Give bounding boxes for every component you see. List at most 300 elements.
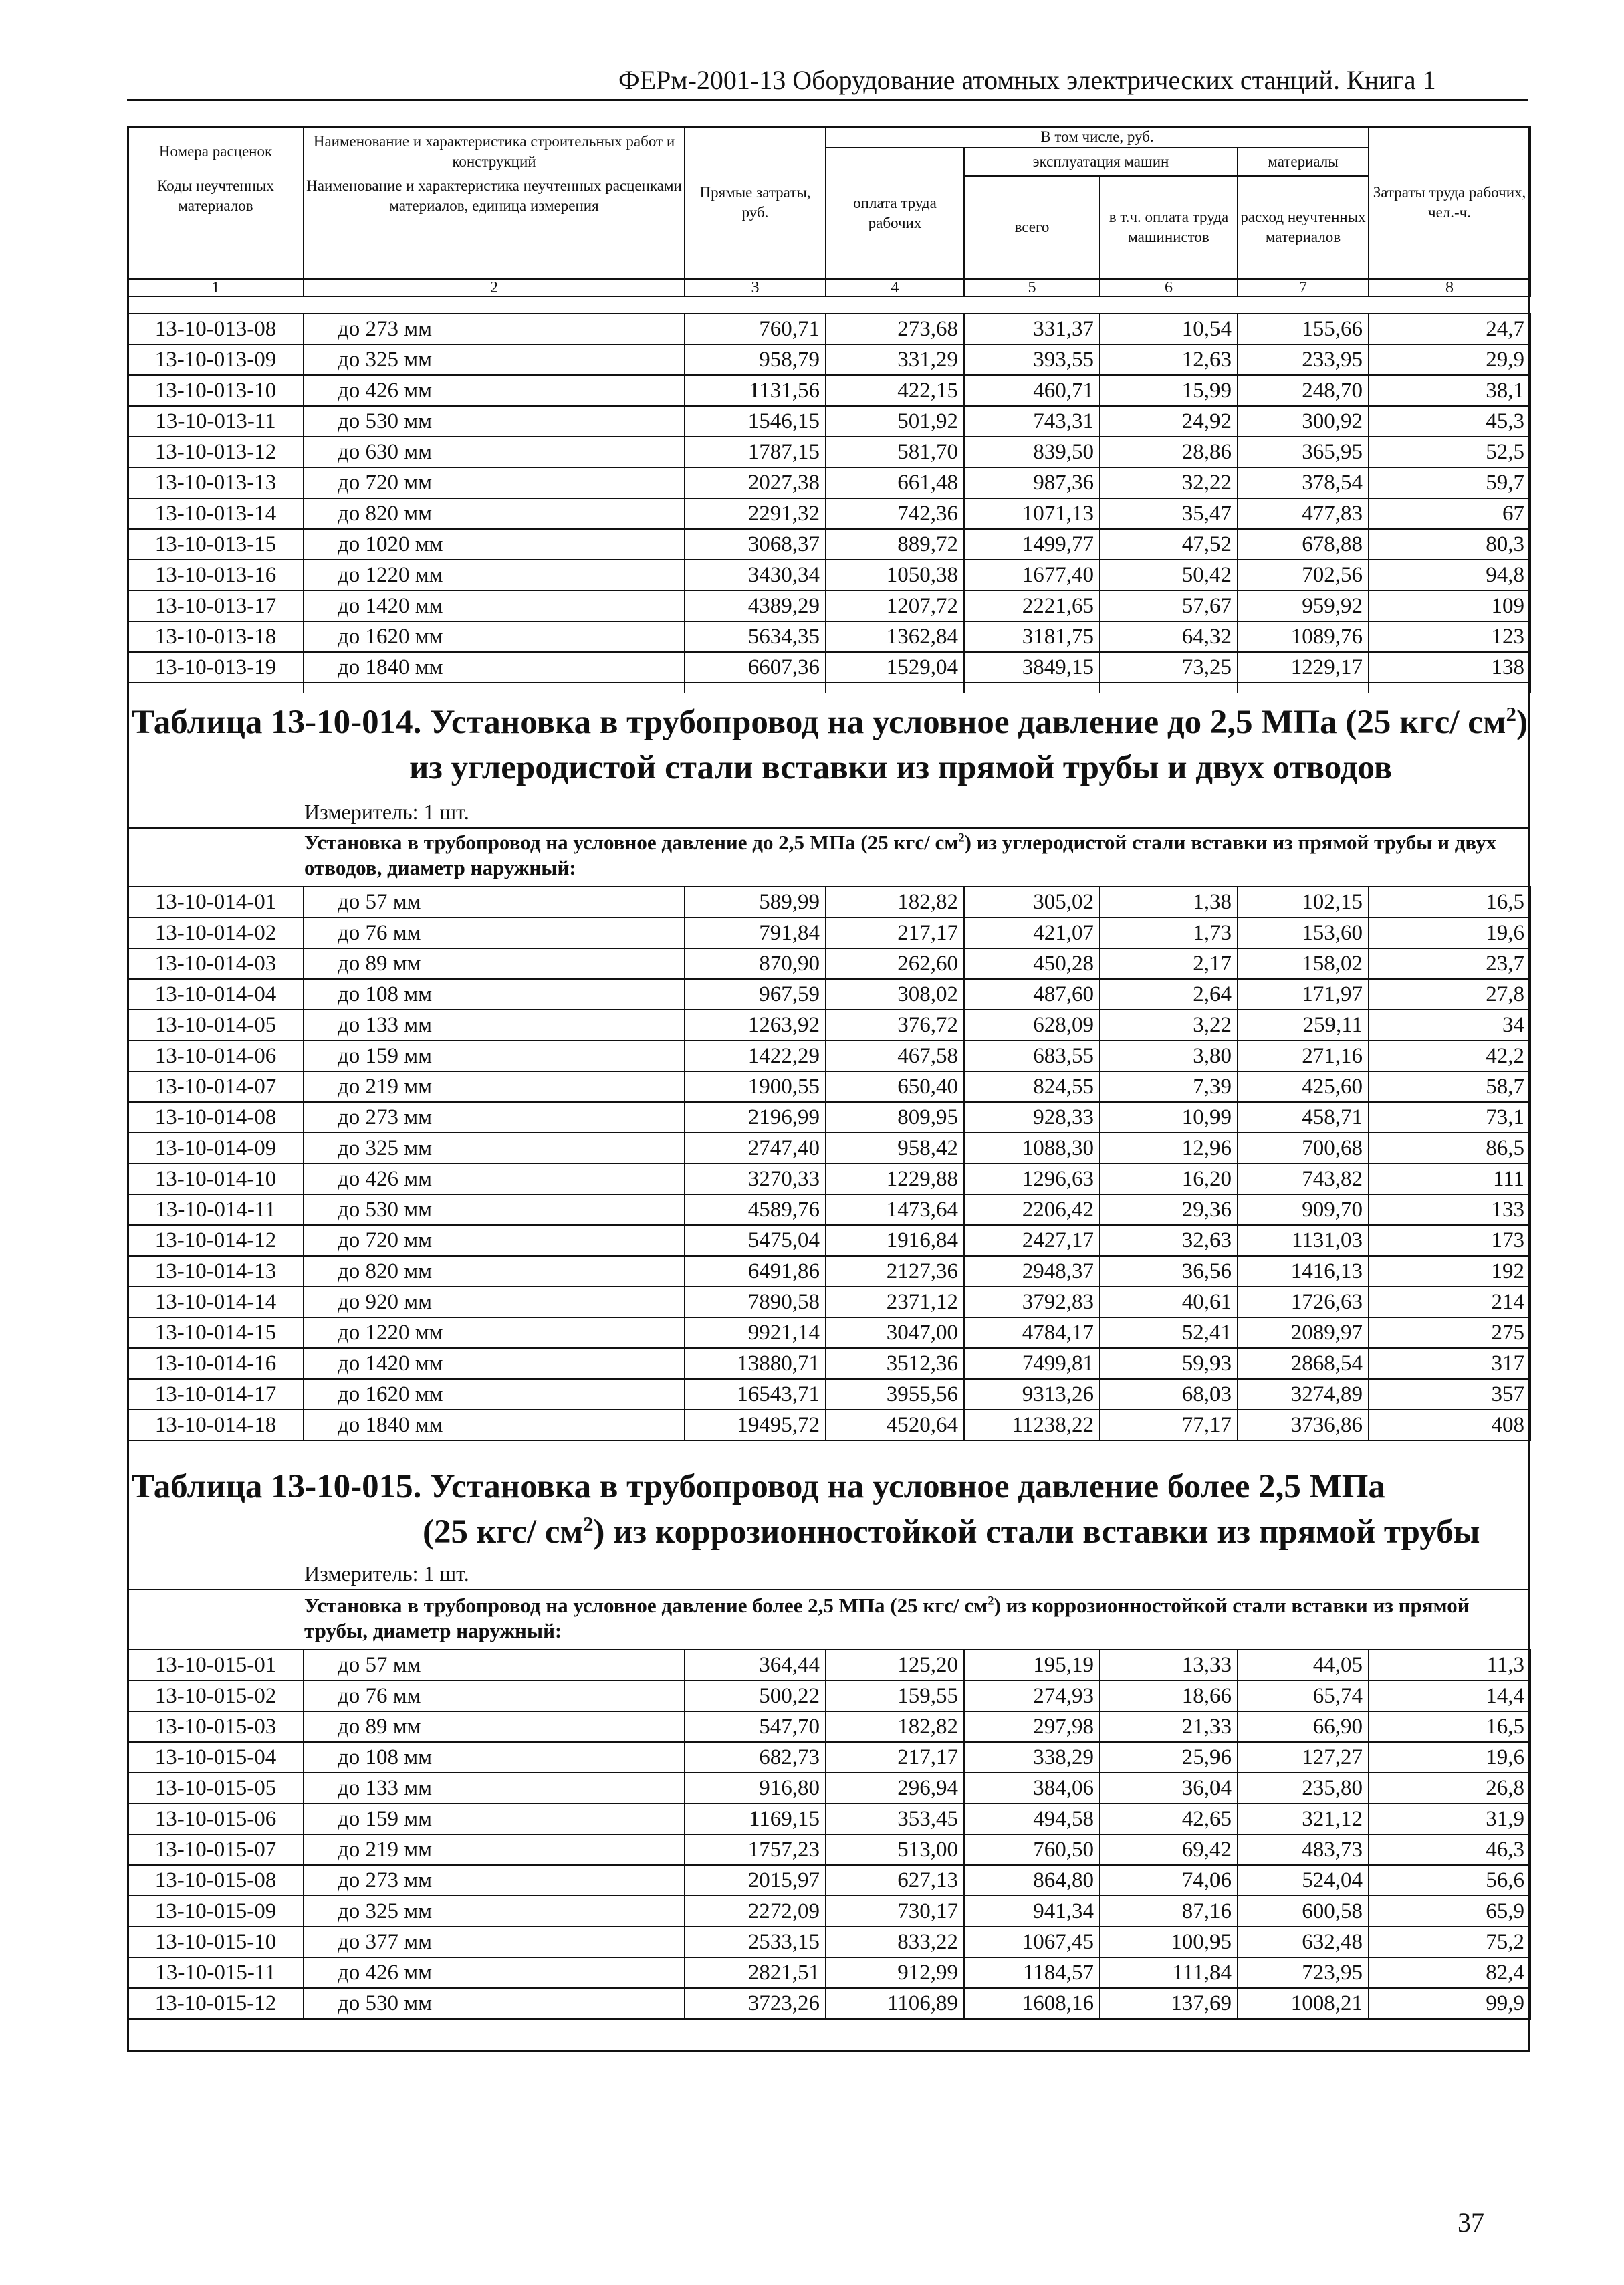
cell-machines-total: 1088,30 xyxy=(964,1133,1100,1164)
cell-name: до 108 мм xyxy=(304,979,685,1010)
cell-operator-pay: 87,16 xyxy=(1100,1896,1238,1927)
table-15-sub-rule xyxy=(127,1589,1530,1590)
cell-labor-hours: 65,9 xyxy=(1369,1896,1530,1927)
cell-worker-pay: 581,70 xyxy=(826,437,964,467)
cell-labor-hours: 58,7 xyxy=(1369,1071,1530,1102)
spacer-cell xyxy=(1238,683,1369,693)
cell-machines-total: 494,58 xyxy=(964,1804,1100,1834)
cell-name: до 159 мм xyxy=(304,1804,685,1834)
cell-name: до 219 мм xyxy=(304,1071,685,1102)
cell-labor-hours: 56,6 xyxy=(1369,1865,1530,1896)
cell-labor-hours: 24,7 xyxy=(1369,314,1530,344)
header-num-3: 3 xyxy=(685,279,826,296)
cell-machines-total: 2221,65 xyxy=(964,590,1100,621)
cell-operator-pay: 32,63 xyxy=(1100,1225,1238,1256)
cell-direct-costs: 16543,71 xyxy=(685,1379,826,1410)
cell-labor-hours: 111 xyxy=(1369,1164,1530,1194)
table-row xyxy=(128,621,1530,652)
table-row xyxy=(128,1102,1530,1133)
cell-material-consumption: 700,68 xyxy=(1238,1133,1369,1164)
page-number: 37 xyxy=(1458,2207,1484,2238)
cell-code: 13-10-013-08 xyxy=(128,314,304,344)
cell-material-consumption: 1131,03 xyxy=(1238,1225,1369,1256)
cell-machines-total: 460,71 xyxy=(964,375,1100,406)
cell-code: 13-10-015-08 xyxy=(128,1865,304,1896)
table-row xyxy=(128,1256,1530,1287)
cell-worker-pay: 3955,56 xyxy=(826,1379,964,1410)
cell-material-consumption: 524,04 xyxy=(1238,1865,1369,1896)
header-codes-top: Номера расценок xyxy=(128,126,304,176)
table-14-subheading: Установка в трубопровод на условное давление до 2,5 МПа (25 кгс/ $см^2$) из углеродистой стали вставки из прямой трубы и двух отводов, диаметр наружный: xyxy=(304,831,1497,879)
spacer-cell xyxy=(304,683,685,693)
cell-code: 13-10-013-10 xyxy=(128,375,304,406)
cell-labor-hours: 16,5 xyxy=(1369,887,1530,917)
cell-worker-pay: 958,42 xyxy=(826,1133,964,1164)
cell-name: до 1020 мм xyxy=(304,529,685,560)
table-row xyxy=(128,1927,1530,1957)
cell-worker-pay: 3512,36 xyxy=(826,1348,964,1379)
cell-direct-costs: 5634,35 xyxy=(685,621,826,652)
cell-name: до 630 мм xyxy=(304,437,685,467)
cell-machines-total: 628,09 xyxy=(964,1010,1100,1041)
table-row xyxy=(128,1071,1530,1102)
cell-name: до 426 мм xyxy=(304,1164,685,1194)
cell-worker-pay: 1050,38 xyxy=(826,560,964,590)
spacer-cell xyxy=(128,683,304,693)
table-row xyxy=(128,314,1530,344)
cell-direct-costs: 2015,97 xyxy=(685,1865,826,1896)
cell-machines-total: 3849,15 xyxy=(964,652,1100,683)
cell-name: до 377 мм xyxy=(304,1927,685,1957)
header-group: В том числе, руб. xyxy=(826,126,1369,148)
cell-machines-total: 864,80 xyxy=(964,1865,1100,1896)
cell-direct-costs: 2821,51 xyxy=(685,1957,826,1988)
cell-name: до 1620 мм xyxy=(304,621,685,652)
cell-labor-hours: 45,3 xyxy=(1369,406,1530,437)
cell-material-consumption: 158,02 xyxy=(1238,948,1369,979)
cell-labor-hours: 214 xyxy=(1369,1287,1530,1317)
header-num-1: 1 xyxy=(128,279,304,296)
cell-name: до 273 мм xyxy=(304,314,685,344)
cell-code: 13-10-013-17 xyxy=(128,590,304,621)
cell-operator-pay: 25,96 xyxy=(1100,1742,1238,1773)
cell-code: 13-10-015-01 xyxy=(128,1650,304,1680)
header-num-5: 5 xyxy=(964,279,1100,296)
table-row xyxy=(128,1041,1530,1071)
cell-material-consumption: 909,70 xyxy=(1238,1194,1369,1225)
table-row xyxy=(128,1680,1530,1711)
cell-machines-total: 9313,26 xyxy=(964,1379,1100,1410)
cell-machines-total: 941,34 xyxy=(964,1896,1100,1927)
header-num-8: 8 xyxy=(1369,279,1530,296)
cell-direct-costs: 6491,86 xyxy=(685,1256,826,1287)
cell-labor-hours: 38,1 xyxy=(1369,375,1530,406)
cell-material-consumption: 425,60 xyxy=(1238,1071,1369,1102)
cell-material-consumption: 300,92 xyxy=(1238,406,1369,437)
cell-name: до 720 мм xyxy=(304,1225,685,1256)
cell-material-consumption: 743,82 xyxy=(1238,1164,1369,1194)
spacer-cell xyxy=(964,683,1100,693)
cell-code: 13-10-014-16 xyxy=(128,1348,304,1379)
cell-material-consumption: 155,66 xyxy=(1238,314,1369,344)
cell-operator-pay: 2,64 xyxy=(1100,979,1238,1010)
table-row xyxy=(128,948,1530,979)
cell-name: до 325 мм xyxy=(304,344,685,375)
table-14-title-line1: Таблица 13-10-014. Установка в трубопровод на условное давление до 2,5 МПа (25 кгс/ $см^2$) xyxy=(132,703,1528,741)
table-row xyxy=(128,1834,1530,1865)
cell-code: 13-10-014-13 xyxy=(128,1256,304,1287)
cell-worker-pay: 376,72 xyxy=(826,1010,964,1041)
cell-operator-pay: 36,04 xyxy=(1100,1773,1238,1804)
cell-name: до 530 мм xyxy=(304,406,685,437)
cell-code: 13-10-014-15 xyxy=(128,1317,304,1348)
table-13-10-014 xyxy=(127,886,1531,1441)
cell-code: 13-10-013-14 xyxy=(128,498,304,529)
cell-material-consumption: 248,70 xyxy=(1238,375,1369,406)
cell-labor-hours: 123 xyxy=(1369,621,1530,652)
cell-machines-total: 331,37 xyxy=(964,314,1100,344)
cell-code: 13-10-015-12 xyxy=(128,1988,304,2019)
cell-name: до 920 мм xyxy=(304,1287,685,1317)
table-row xyxy=(128,437,1530,467)
cell-material-consumption: 1726,63 xyxy=(1238,1287,1369,1317)
cell-direct-costs: 6607,36 xyxy=(685,652,826,683)
cell-operator-pay: 68,03 xyxy=(1100,1379,1238,1410)
cell-worker-pay: 296,94 xyxy=(826,1773,964,1804)
cell-code: 13-10-015-10 xyxy=(128,1927,304,1957)
cell-direct-costs: 3270,33 xyxy=(685,1164,826,1194)
cell-direct-costs: 682,73 xyxy=(685,1742,826,1773)
cell-name: до 108 мм xyxy=(304,1742,685,1773)
cell-code: 13-10-015-11 xyxy=(128,1957,304,1988)
table-row xyxy=(128,1379,1530,1410)
table-row xyxy=(128,1711,1530,1742)
cell-direct-costs: 760,71 xyxy=(685,314,826,344)
cell-worker-pay: 742,36 xyxy=(826,498,964,529)
cell-machines-total: 987,36 xyxy=(964,467,1100,498)
cell-machines-total: 2948,37 xyxy=(964,1256,1100,1287)
cell-machines-total: 683,55 xyxy=(964,1041,1100,1071)
cell-operator-pay: 77,17 xyxy=(1100,1410,1238,1440)
cell-name: до 219 мм xyxy=(304,1834,685,1865)
header-operator-pay: в т.ч. оплата труда машинистов xyxy=(1100,176,1238,279)
cell-machines-total: 1499,77 xyxy=(964,529,1100,560)
cell-worker-pay: 1529,04 xyxy=(826,652,964,683)
header-machines-total: всего xyxy=(964,176,1100,279)
cell-material-consumption: 3736,86 xyxy=(1238,1410,1369,1440)
cell-name: до 1620 мм xyxy=(304,1379,685,1410)
cell-labor-hours: 94,8 xyxy=(1369,560,1530,590)
header-material-names: Наименование и характеристика неучтенных расценками материалов, единица измерения xyxy=(304,176,685,279)
cell-code: 13-10-014-04 xyxy=(128,979,304,1010)
cell-direct-costs: 547,70 xyxy=(685,1711,826,1742)
cell-direct-costs: 9921,14 xyxy=(685,1317,826,1348)
cell-direct-costs: 1787,15 xyxy=(685,437,826,467)
cell-labor-hours: 27,8 xyxy=(1369,979,1530,1010)
cell-material-consumption: 2868,54 xyxy=(1238,1348,1369,1379)
cell-material-consumption: 127,27 xyxy=(1238,1742,1369,1773)
cell-material-consumption: 65,74 xyxy=(1238,1680,1369,1711)
cell-worker-pay: 912,99 xyxy=(826,1957,964,1988)
cell-operator-pay: 74,06 xyxy=(1100,1865,1238,1896)
cell-material-consumption: 2089,97 xyxy=(1238,1317,1369,1348)
cell-direct-costs: 5475,04 xyxy=(685,1225,826,1256)
table-row xyxy=(128,467,1530,498)
cell-labor-hours: 82,4 xyxy=(1369,1957,1530,1988)
cell-material-consumption: 66,90 xyxy=(1238,1711,1369,1742)
cell-direct-costs: 1900,55 xyxy=(685,1071,826,1102)
cell-material-consumption: 321,12 xyxy=(1238,1804,1369,1834)
header-labor-hours: Затраты труда рабочих, чел.-ч. xyxy=(1369,126,1530,279)
cell-direct-costs: 870,90 xyxy=(685,948,826,979)
table-row xyxy=(128,1225,1530,1256)
cell-direct-costs: 2027,38 xyxy=(685,467,826,498)
cell-worker-pay: 125,20 xyxy=(826,1650,964,1680)
header-materials: материалы xyxy=(1238,148,1369,176)
cell-worker-pay: 809,95 xyxy=(826,1102,964,1133)
table-row xyxy=(128,1410,1530,1440)
column-header-table xyxy=(127,126,1531,297)
cell-material-consumption: 632,48 xyxy=(1238,1927,1369,1957)
cell-worker-pay: 159,55 xyxy=(826,1680,964,1711)
cell-code: 13-10-014-05 xyxy=(128,1010,304,1041)
cell-material-consumption: 458,71 xyxy=(1238,1102,1369,1133)
cell-material-consumption: 477,83 xyxy=(1238,498,1369,529)
cell-labor-hours: 19,6 xyxy=(1369,1742,1530,1773)
header-material-codes: Коды неучтенных материалов xyxy=(128,176,304,279)
cell-operator-pay: 7,39 xyxy=(1100,1071,1238,1102)
cell-operator-pay: 69,42 xyxy=(1100,1834,1238,1865)
cell-worker-pay: 353,45 xyxy=(826,1804,964,1834)
cell-machines-total: 1677,40 xyxy=(964,560,1100,590)
cell-material-consumption: 259,11 xyxy=(1238,1010,1369,1041)
cell-operator-pay: 18,66 xyxy=(1100,1680,1238,1711)
table-15-title-line2: (25 кгс/ $см^2$) из коррозионностойкой стали вставки из прямой трубы xyxy=(423,1513,1480,1551)
cell-worker-pay: 1916,84 xyxy=(826,1225,964,1256)
cell-worker-pay: 273,68 xyxy=(826,314,964,344)
cell-operator-pay: 36,56 xyxy=(1100,1256,1238,1287)
table-row xyxy=(128,1348,1530,1379)
table-row xyxy=(128,1896,1530,1927)
cell-machines-total: 839,50 xyxy=(964,437,1100,467)
cell-operator-pay: 64,32 xyxy=(1100,621,1238,652)
cell-operator-pay: 3,80 xyxy=(1100,1041,1238,1071)
header-num-7: 7 xyxy=(1238,279,1369,296)
cell-code: 13-10-014-09 xyxy=(128,1133,304,1164)
cell-name: до 1420 мм xyxy=(304,590,685,621)
cell-code: 13-10-015-05 xyxy=(128,1773,304,1804)
running-head-rule xyxy=(127,99,1528,101)
cell-labor-hours: 192 xyxy=(1369,1256,1530,1287)
table-row xyxy=(128,887,1530,917)
cell-labor-hours: 86,5 xyxy=(1369,1133,1530,1164)
cell-code: 13-10-013-19 xyxy=(128,652,304,683)
cell-worker-pay: 501,92 xyxy=(826,406,964,437)
cell-material-consumption: 600,58 xyxy=(1238,1896,1369,1927)
table-row xyxy=(128,375,1530,406)
cell-code: 13-10-014-12 xyxy=(128,1225,304,1256)
table-row xyxy=(128,652,1530,683)
cell-direct-costs: 916,80 xyxy=(685,1773,826,1804)
cell-worker-pay: 1473,64 xyxy=(826,1194,964,1225)
cell-direct-costs: 4389,29 xyxy=(685,590,826,621)
cell-name: до 273 мм xyxy=(304,1102,685,1133)
header-material-consumption: расход неучтенных материалов xyxy=(1238,176,1369,279)
cell-labor-hours: 80,3 xyxy=(1369,529,1530,560)
cell-operator-pay: 137,69 xyxy=(1100,1988,1238,2019)
cell-labor-hours: 138 xyxy=(1369,652,1530,683)
table-14-title-line2: из углеродистой стали вставки из прямой трубы и двух отводов xyxy=(409,749,1393,786)
cell-name: до 820 мм xyxy=(304,498,685,529)
cell-worker-pay: 1229,88 xyxy=(826,1164,964,1194)
cell-worker-pay: 3047,00 xyxy=(826,1317,964,1348)
cell-material-consumption: 678,88 xyxy=(1238,529,1369,560)
cell-worker-pay: 833,22 xyxy=(826,1927,964,1957)
cell-machines-total: 3181,75 xyxy=(964,621,1100,652)
cell-code: 13-10-013-15 xyxy=(128,529,304,560)
cell-direct-costs: 3723,26 xyxy=(685,1988,826,2019)
cell-machines-total: 297,98 xyxy=(964,1711,1100,1742)
cell-machines-total: 338,29 xyxy=(964,1742,1100,1773)
cell-direct-costs: 1131,56 xyxy=(685,375,826,406)
cell-worker-pay: 661,48 xyxy=(826,467,964,498)
cell-name: до 820 мм xyxy=(304,1256,685,1287)
cell-material-consumption: 44,05 xyxy=(1238,1650,1369,1680)
cell-machines-total: 1184,57 xyxy=(964,1957,1100,1988)
cell-material-consumption: 233,95 xyxy=(1238,344,1369,375)
cell-material-consumption: 365,95 xyxy=(1238,437,1369,467)
cell-direct-costs: 1169,15 xyxy=(685,1804,826,1834)
cell-worker-pay: 308,02 xyxy=(826,979,964,1010)
table-row xyxy=(128,344,1530,375)
cell-machines-total: 7499,81 xyxy=(964,1348,1100,1379)
cell-material-consumption: 702,56 xyxy=(1238,560,1369,590)
cell-worker-pay: 331,29 xyxy=(826,344,964,375)
cell-machines-total: 274,93 xyxy=(964,1680,1100,1711)
cell-direct-costs: 1422,29 xyxy=(685,1041,826,1071)
cell-worker-pay: 889,72 xyxy=(826,529,964,560)
table-row xyxy=(128,1650,1530,1680)
spacer-cell xyxy=(826,683,964,693)
cell-direct-costs: 1546,15 xyxy=(685,406,826,437)
cell-machines-total: 450,28 xyxy=(964,948,1100,979)
cell-name: до 273 мм xyxy=(304,1865,685,1896)
cell-direct-costs: 589,99 xyxy=(685,887,826,917)
cell-code: 13-10-013-09 xyxy=(128,344,304,375)
cell-name: до 1220 мм xyxy=(304,1317,685,1348)
cell-name: до 530 мм xyxy=(304,1194,685,1225)
cell-material-consumption: 1229,17 xyxy=(1238,652,1369,683)
cell-worker-pay: 730,17 xyxy=(826,1896,964,1927)
cell-worker-pay: 650,40 xyxy=(826,1071,964,1102)
cell-name: до 76 мм xyxy=(304,1680,685,1711)
cell-machines-total: 4784,17 xyxy=(964,1317,1100,1348)
cell-worker-pay: 262,60 xyxy=(826,948,964,979)
cell-code: 13-10-014-02 xyxy=(128,917,304,948)
cell-name: до 720 мм xyxy=(304,467,685,498)
cell-name: до 426 мм xyxy=(304,375,685,406)
cell-labor-hours: 67 xyxy=(1369,498,1530,529)
cell-labor-hours: 11,3 xyxy=(1369,1650,1530,1680)
table-row xyxy=(128,1988,1530,2019)
cell-machines-total: 11238,22 xyxy=(964,1410,1100,1440)
cell-material-consumption: 1089,76 xyxy=(1238,621,1369,652)
cell-operator-pay: 32,22 xyxy=(1100,467,1238,498)
cell-code: 13-10-015-06 xyxy=(128,1804,304,1834)
cell-code: 13-10-014-17 xyxy=(128,1379,304,1410)
cell-direct-costs: 791,84 xyxy=(685,917,826,948)
cell-worker-pay: 1362,84 xyxy=(826,621,964,652)
cell-name: до 133 мм xyxy=(304,1010,685,1041)
table-row xyxy=(128,560,1530,590)
cell-labor-hours: 14,4 xyxy=(1369,1680,1530,1711)
table-13-10-013 xyxy=(127,313,1531,693)
cell-operator-pay: 73,25 xyxy=(1100,652,1238,683)
header-num-2: 2 xyxy=(304,279,685,296)
cell-code: 13-10-013-16 xyxy=(128,560,304,590)
cell-name: до 1840 мм xyxy=(304,1410,685,1440)
cell-operator-pay: 2,17 xyxy=(1100,948,1238,979)
cell-name: до 89 мм xyxy=(304,948,685,979)
cell-code: 13-10-015-04 xyxy=(128,1742,304,1773)
cell-direct-costs: 500,22 xyxy=(685,1680,826,1711)
cell-material-consumption: 378,54 xyxy=(1238,467,1369,498)
cell-code: 13-10-015-03 xyxy=(128,1711,304,1742)
cell-labor-hours: 26,8 xyxy=(1369,1773,1530,1804)
cell-labor-hours: 19,6 xyxy=(1369,917,1530,948)
table-row xyxy=(128,1317,1530,1348)
cell-direct-costs: 2533,15 xyxy=(685,1927,826,1957)
table-15-subheading: Установка в трубопровод на условное давление более 2,5 МПа (25 кгс/ $см^2$) из коррозионностойкой стали вставки из прямой трубы, диаметр наружный: xyxy=(304,1594,1470,1642)
header-machines: эксплуатация машин xyxy=(964,148,1238,176)
cell-operator-pay: 35,47 xyxy=(1100,498,1238,529)
cell-name: до 325 мм xyxy=(304,1896,685,1927)
cell-direct-costs: 3430,34 xyxy=(685,560,826,590)
cell-name: до 57 мм xyxy=(304,1650,685,1680)
cell-labor-hours: 29,9 xyxy=(1369,344,1530,375)
header-number-row xyxy=(128,279,1530,296)
cell-operator-pay: 12,63 xyxy=(1100,344,1238,375)
cell-worker-pay: 217,17 xyxy=(826,1742,964,1773)
table-row xyxy=(128,979,1530,1010)
header-name-top: Наименование и характеристика строительных работ и конструкций xyxy=(304,126,685,176)
cell-direct-costs: 1757,23 xyxy=(685,1834,826,1865)
cell-material-consumption: 102,15 xyxy=(1238,887,1369,917)
table-row xyxy=(128,917,1530,948)
cell-operator-pay: 50,42 xyxy=(1100,560,1238,590)
cell-labor-hours: 23,7 xyxy=(1369,948,1530,979)
cell-labor-hours: 109 xyxy=(1369,590,1530,621)
cell-worker-pay: 4520,64 xyxy=(826,1410,964,1440)
cell-machines-total: 760,50 xyxy=(964,1834,1100,1865)
cell-material-consumption: 959,92 xyxy=(1238,590,1369,621)
spacer-cell xyxy=(685,683,826,693)
cell-labor-hours: 173 xyxy=(1369,1225,1530,1256)
cell-code: 13-10-014-10 xyxy=(128,1164,304,1194)
cell-operator-pay: 15,99 xyxy=(1100,375,1238,406)
cell-code: 13-10-014-01 xyxy=(128,887,304,917)
cell-worker-pay: 182,82 xyxy=(826,1711,964,1742)
cell-machines-total: 393,55 xyxy=(964,344,1100,375)
spacer-cell xyxy=(1369,683,1530,693)
cell-labor-hours: 46,3 xyxy=(1369,1834,1530,1865)
cell-direct-costs: 4589,76 xyxy=(685,1194,826,1225)
cell-operator-pay: 16,20 xyxy=(1100,1164,1238,1194)
table-row xyxy=(128,529,1530,560)
cell-direct-costs: 2272,09 xyxy=(685,1896,826,1927)
cell-labor-hours: 275 xyxy=(1369,1317,1530,1348)
cell-operator-pay: 3,22 xyxy=(1100,1010,1238,1041)
